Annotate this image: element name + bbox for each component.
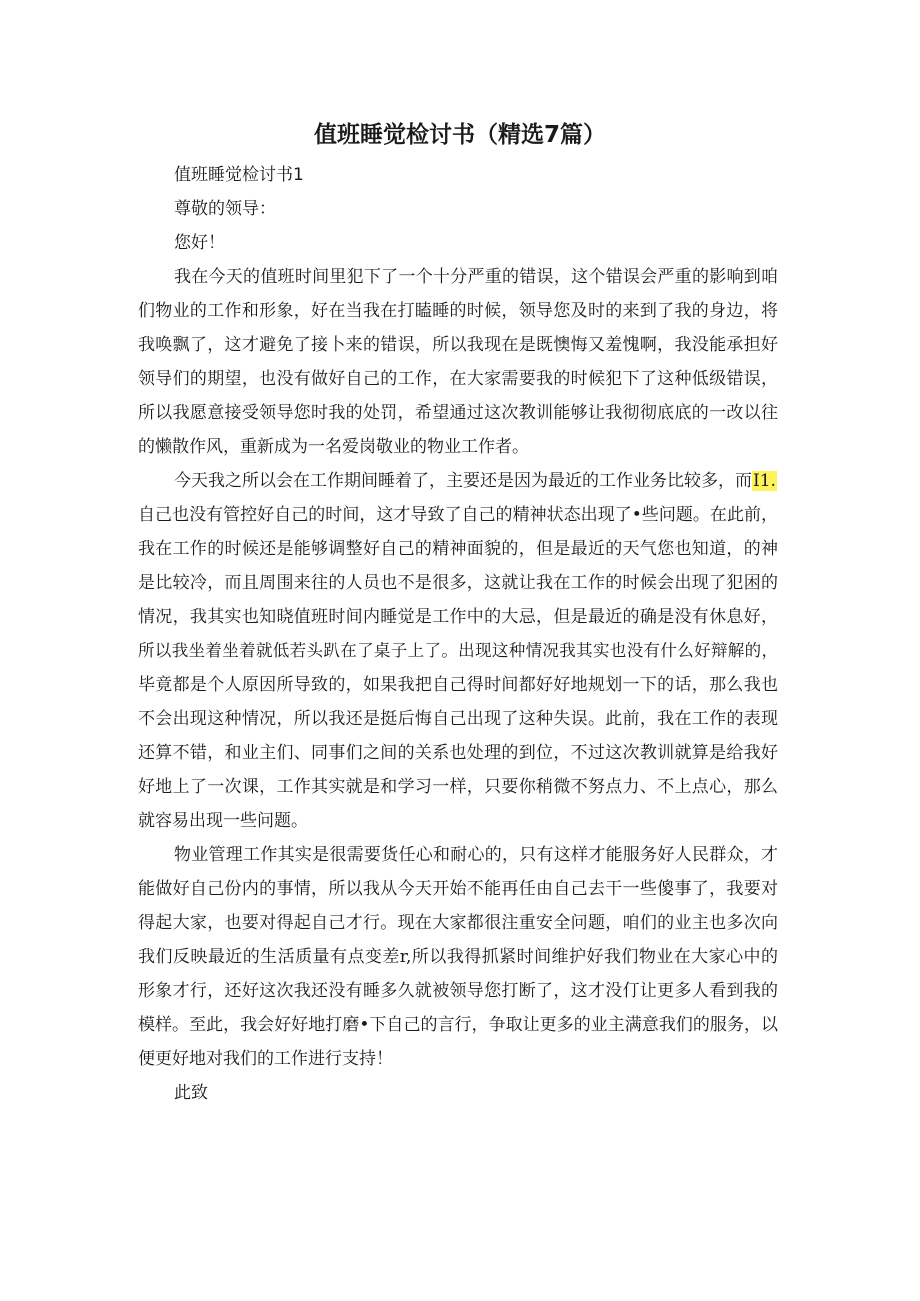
paragraph-2-line: 情况，我其实也知晓值班时间内睡觉是工作中的大忌，但是最近的确是没有休息好， [138, 607, 778, 627]
section-heading: 值班睡觉检讨书1 [174, 165, 304, 185]
paragraph-1-line: 所以我愿意接受领导您时我的处罚，希望通过这次教训能够让我彻彻底底的一改以往 [138, 403, 778, 423]
paragraph-2-line: 毕竟都是个人原因所导致的，如果我把自己得时间都好好地规划一下的话，那么我也 [138, 675, 778, 695]
highlight-mark: I1. [753, 471, 776, 491]
paragraph-3-line: 形象才行，还好这次我还没有睡多久就被领导您打断了，这才没仃让更多人看到我的 [138, 981, 778, 1001]
paragraph-2-line: 就容易出现一些问题。 [138, 811, 308, 831]
salutation: 尊敬的领导： [174, 199, 276, 219]
paragraph-2-line: 是比较冷，而且周围来往的人员也不是很多，这就让我在工作的时候会出现了犯困的 [138, 573, 778, 593]
document-body [138, 158, 778, 1110]
document-title: 值班睡觉检讨书（精选7篇） [313, 122, 606, 148]
greeting: 您好！ [174, 233, 225, 253]
paragraph-2-line: 还算不错，和业主们、同事们之间的关系也处理的到位，不过这次教训就算是给我好 [138, 743, 778, 763]
paragraph-3-line: 模样。至此，我会好好地打磨•下自己的言行，争取让更多的业主满意我们的服务，以 [138, 1015, 778, 1035]
paragraph-2-line: 好地上了一次课，工作其实就是和学习一样，只要你稍微不努点力、不上点心，那么 [138, 777, 778, 797]
paragraph-1-line: 领导们的期望，也没有做好自己的工作，在大家需要我的时候犯下了这种低级错误， [138, 369, 778, 389]
paragraph-1-line: 们物业的工作和形象，好在当我在打瞌睡的时候，领导您及时的来到了我的身边，将 [138, 301, 778, 321]
paragraph-1-line: 我在今天的值班时间里犯下了一个十分严重的错误，这个错误会严重的影响到咱 [174, 267, 778, 287]
paragraph-3-line: 得起大家，也要对得起自己才行。现在大家都很注重安全问题，咱们的业主也多次向 [138, 913, 778, 933]
paragraph-2-first-line [138, 464, 778, 498]
paragraph-1-line: 我唤飘了，这才避免了接卜来的错误，所以我现在是既懊悔又羞愧啊，我没能承担好 [138, 335, 778, 355]
paragraph-2-first-text: 今天我之所以会在工作期间睡着了，主要还是因为最近的工作业务比较多，而 [174, 471, 752, 491]
paragraph-3-line: 便更好地对我们的工作进行支持！ [138, 1049, 393, 1069]
paragraph-3-line: 我们反映最近的生活质量有点变差r,所以我得抓紧时间维护好我们物业在大家心中的 [138, 947, 778, 967]
paragraph-2-line: 不会出现这种情况，所以我还是挺后悔自己出现了这种失误。此前，我在工作的表现 [138, 709, 778, 729]
paragraph-2-line: 所以我坐着坐着就低若头趴在了桌子上了。出现这种情况我其实也没有什么好辩解的， [138, 641, 778, 660]
paragraph-2-line: 自己也没有管控好自己的时间，这才导致了自己的精神状态出现了•些问题。在此前， [138, 505, 778, 525]
paragraph-1-line: 的懒散作风，重新成为一名爱岗敬业的物业工作者。 [138, 437, 529, 457]
paragraph-3-line: 能做好自己份内的事情，所以我从今天开始不能再任由自己去干一些傻事了，我要对 [138, 879, 778, 899]
closing: 此致 [174, 1083, 208, 1103]
paragraph-3-line: 物业管理工作其实是很需要货任心和耐心的，只有这样才能服务好人民群众，才 [174, 845, 778, 865]
paragraph-2-line: 我在工作的时候还是能够调整好自己的精神面貌的，但是最近的天气您也知道，的神 [138, 539, 778, 559]
